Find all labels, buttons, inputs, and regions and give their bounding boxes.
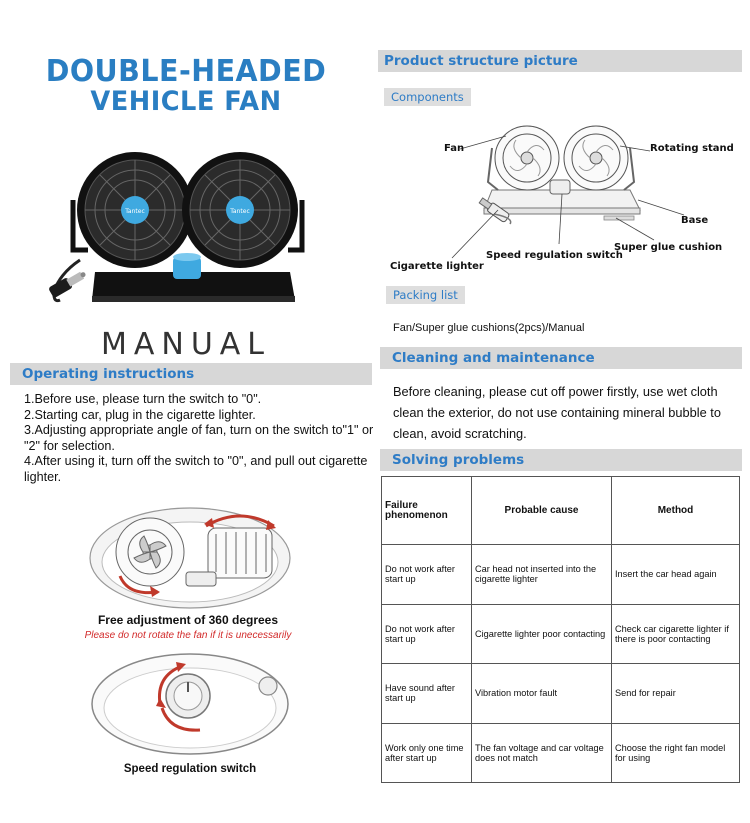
table-cell: Vibration motor fault — [472, 664, 612, 724]
fan-head-right-icon — [182, 152, 302, 268]
speed-switch-illustration — [90, 648, 290, 758]
svg-text:Tantec: Tantec — [125, 208, 145, 215]
column-header: Failure phenomenon — [382, 477, 472, 545]
product-structure-header: Product structure picture — [378, 50, 742, 72]
table-cell: Insert the car head again — [612, 545, 740, 605]
label-speed-regulation-switch: Speed regulation switch — [486, 250, 623, 261]
table-cell: Choose the right fan model for using — [612, 723, 740, 783]
adjustment-warning: Please do not rotate the fan if it is unecessarily — [84, 630, 292, 641]
table-row — [382, 664, 740, 724]
adjustment-caption: Free adjustment of 360 degrees — [97, 613, 279, 627]
table-cell: Have sound after start up — [382, 664, 472, 724]
operating-instructions-header: Operating instructions — [10, 363, 372, 385]
label-cigarette-lighter: Cigarette lighter — [390, 261, 484, 272]
table-cell: The fan voltage and car voltage does not match — [472, 723, 612, 783]
table-cell: Do not work after start up — [382, 545, 472, 605]
label-rotating-stand: Rotating stand — [650, 143, 734, 154]
operating-step-4: 4.After using it, turn off the switch to "0", and pull out cigarette lighter. — [24, 454, 368, 484]
fan-head-left-icon — [73, 152, 193, 268]
cleaning-header: Cleaning and maintenance — [380, 347, 742, 369]
label-fan: Fan — [444, 143, 465, 154]
page-title-line1: DOUBLE-HEADED — [45, 54, 327, 89]
label-super-glue-cushion: Super glue cushion — [614, 242, 723, 253]
packing-list-text: Fan/Super glue cushions(2pcs)/Manual — [393, 322, 585, 334]
troubleshooting-table — [381, 476, 740, 783]
table-row — [382, 723, 740, 783]
svg-text:Tantec: Tantec — [230, 208, 250, 215]
table-row — [382, 545, 740, 605]
rotation-illustration — [88, 500, 293, 610]
operating-step-3: 3.Adjusting appropriate angle of fan, turn on the switch to"1" or "2" for selection. — [24, 423, 374, 453]
product-photo — [40, 140, 340, 325]
cleaning-text: Before cleaning, please cut off power firstly, use wet cloth clean the exterior, do not use containing mineral bubble to clean, avoid scratching. — [393, 384, 721, 441]
operating-steps — [24, 392, 376, 485]
components-chip: Components — [384, 88, 471, 106]
table-cell: Cigarette lighter poor contacting — [472, 604, 612, 664]
table-header-row — [382, 477, 740, 545]
operating-step-2: 2.Starting car, plug in the cigarette lighter. — [24, 407, 256, 422]
page-title-line2: VEHICLE FAN — [90, 86, 282, 117]
column-header: Probable cause — [472, 477, 612, 545]
table-cell: Car head not inserted into the cigarette lighter — [472, 545, 612, 605]
table-cell: Do not work after start up — [382, 604, 472, 664]
speed-switch-caption: Speed regulation switch — [123, 763, 257, 775]
table-row — [382, 604, 740, 664]
table-cell: Work only one time after start up — [382, 723, 472, 783]
table-cell: Check car cigarette lighter if there is poor contacting — [612, 604, 740, 664]
solving-problems-header: Solving problems — [380, 449, 742, 471]
operating-step-1: 1.Before use, please turn the switch to "0". — [24, 392, 262, 406]
packing-list-chip: Packing list — [386, 286, 465, 304]
label-base: Base — [681, 215, 709, 226]
table-cell: Send for repair — [612, 664, 740, 724]
column-header: Method — [612, 477, 740, 545]
manual-heading: MANUAL — [100, 327, 272, 362]
